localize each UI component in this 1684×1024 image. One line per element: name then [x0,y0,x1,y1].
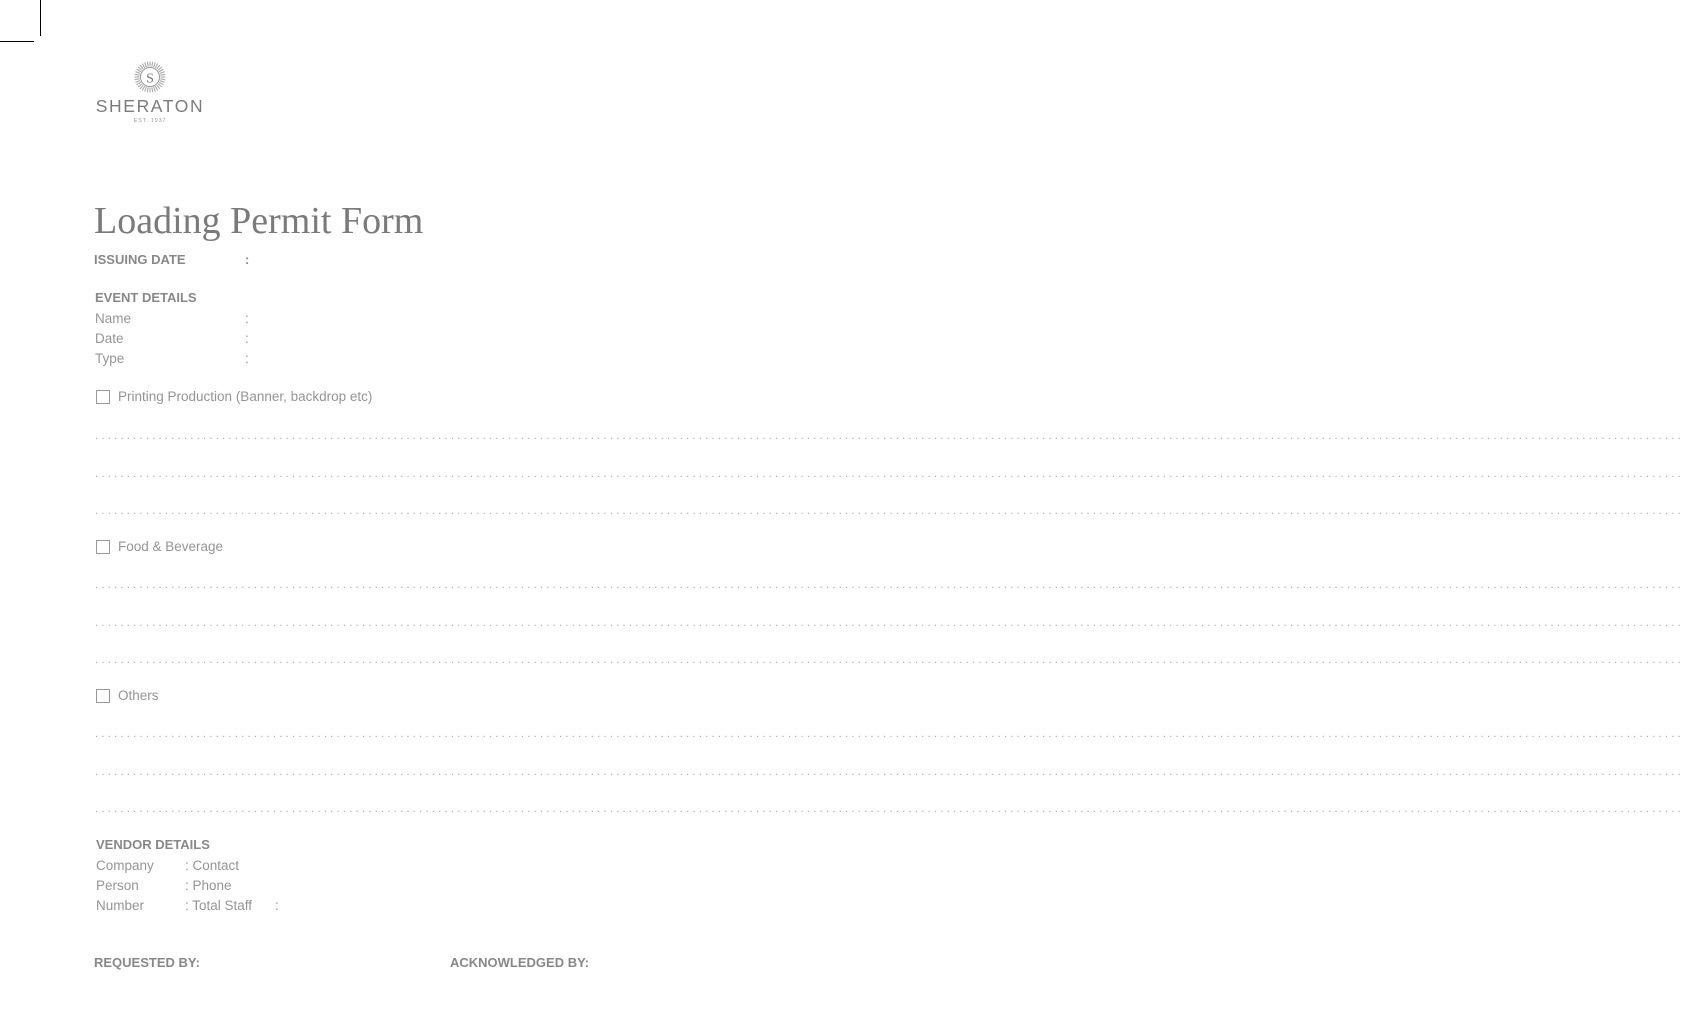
event-type-colon: : [245,351,249,366]
others-label: Others [118,688,159,703]
vendor-total-staff-colon: : [275,898,279,913]
logo-monogram: S [146,71,154,87]
vendor-row-label: Person [96,878,139,893]
printing-production-label: Printing Production (Banner, backdrop etc) [118,389,373,404]
crop-mark-horizontal [0,41,34,42]
emblem-ray [142,64,145,68]
emblem-ray [147,62,148,67]
requested-by-label: REQUESTED BY: [94,955,200,970]
event-date-label: Date [95,331,124,346]
issuing-date-label: ISSUING DATE [94,252,186,267]
emblem-ray [159,82,163,85]
emblem-ray [160,79,165,80]
event-name-label: Name [95,311,132,326]
event-details-heading: EVENT DETAILS [95,290,197,305]
emblem-ray [147,87,148,92]
emblem-ray [135,74,140,75]
dotted-line[interactable]: .......................................................................................................................................................................................................................................................... [95,505,1684,517]
dotted-line[interactable]: .......................................................................................................................................................................................................................................................... [95,468,1684,480]
food-beverage-label: Food & Beverage [118,539,224,554]
issuing-date-colon: : [245,252,250,267]
vendor-row-value: : Phone [185,878,232,893]
emblem-ray [137,69,141,72]
emblem-ray [145,62,147,67]
emblem-ray [154,62,156,67]
emblem-ray [152,62,153,67]
printing-production-checkbox[interactable] [96,390,110,404]
vendor-row-value: : Total Staff [185,898,253,913]
sheraton-logo [94,60,206,124]
emblem-ray [160,72,165,74]
emblem-ray [145,87,147,92]
logo-established: EST. 1937 [133,118,167,124]
vendor-row-label: Number [96,898,145,913]
dotted-line[interactable]: .......................................................................................................................................................................................................................................................... [95,579,1684,591]
logo-brand-name: SHERATON [95,96,205,116]
emblem-ray [160,81,165,83]
emblem-ray [137,82,141,85]
event-date-colon: : [245,331,249,346]
vendor-details-heading: VENDOR DETAILS [96,837,210,852]
emblem-ray [155,64,158,68]
others-checkbox[interactable] [96,689,110,703]
dotted-line[interactable]: .......................................................................................................................................................................................................................................................... [95,803,1684,815]
crop-mark-vertical [40,0,41,36]
emblem-ray [152,87,153,92]
emblem-ray [135,81,140,83]
emblem-ray [154,87,156,92]
emblem-ray [135,72,140,74]
emblem-ray [160,74,165,75]
emblem-ray [155,86,158,90]
dotted-line[interactable]: .......................................................................................................................................................................................................................................................... [95,430,1684,442]
dotted-line[interactable]: .......................................................................................................................................................................................................................................................... [95,654,1684,666]
acknowledged-by-label: ACKNOWLEDGED BY: [450,955,590,970]
dotted-line[interactable]: .......................................................................................................................................................................................................................................................... [95,617,1684,629]
emblem-ray [142,86,145,90]
event-name-colon: : [245,311,249,326]
vendor-row-value: : Contact [185,858,240,873]
emblem-ray [159,69,163,72]
dotted-line[interactable]: .......................................................................................................................................................................................................................................................... [95,728,1684,740]
vendor-row-label: Company [96,858,154,873]
sheraton-emblem-icon [133,60,167,94]
emblem-ray [135,79,140,80]
food-beverage-checkbox[interactable] [96,540,110,554]
page-title: Loading Permit Form [94,200,424,242]
dotted-line[interactable]: .......................................................................................................................................................................................................................................................... [95,766,1684,778]
event-type-label: Type [95,351,125,366]
